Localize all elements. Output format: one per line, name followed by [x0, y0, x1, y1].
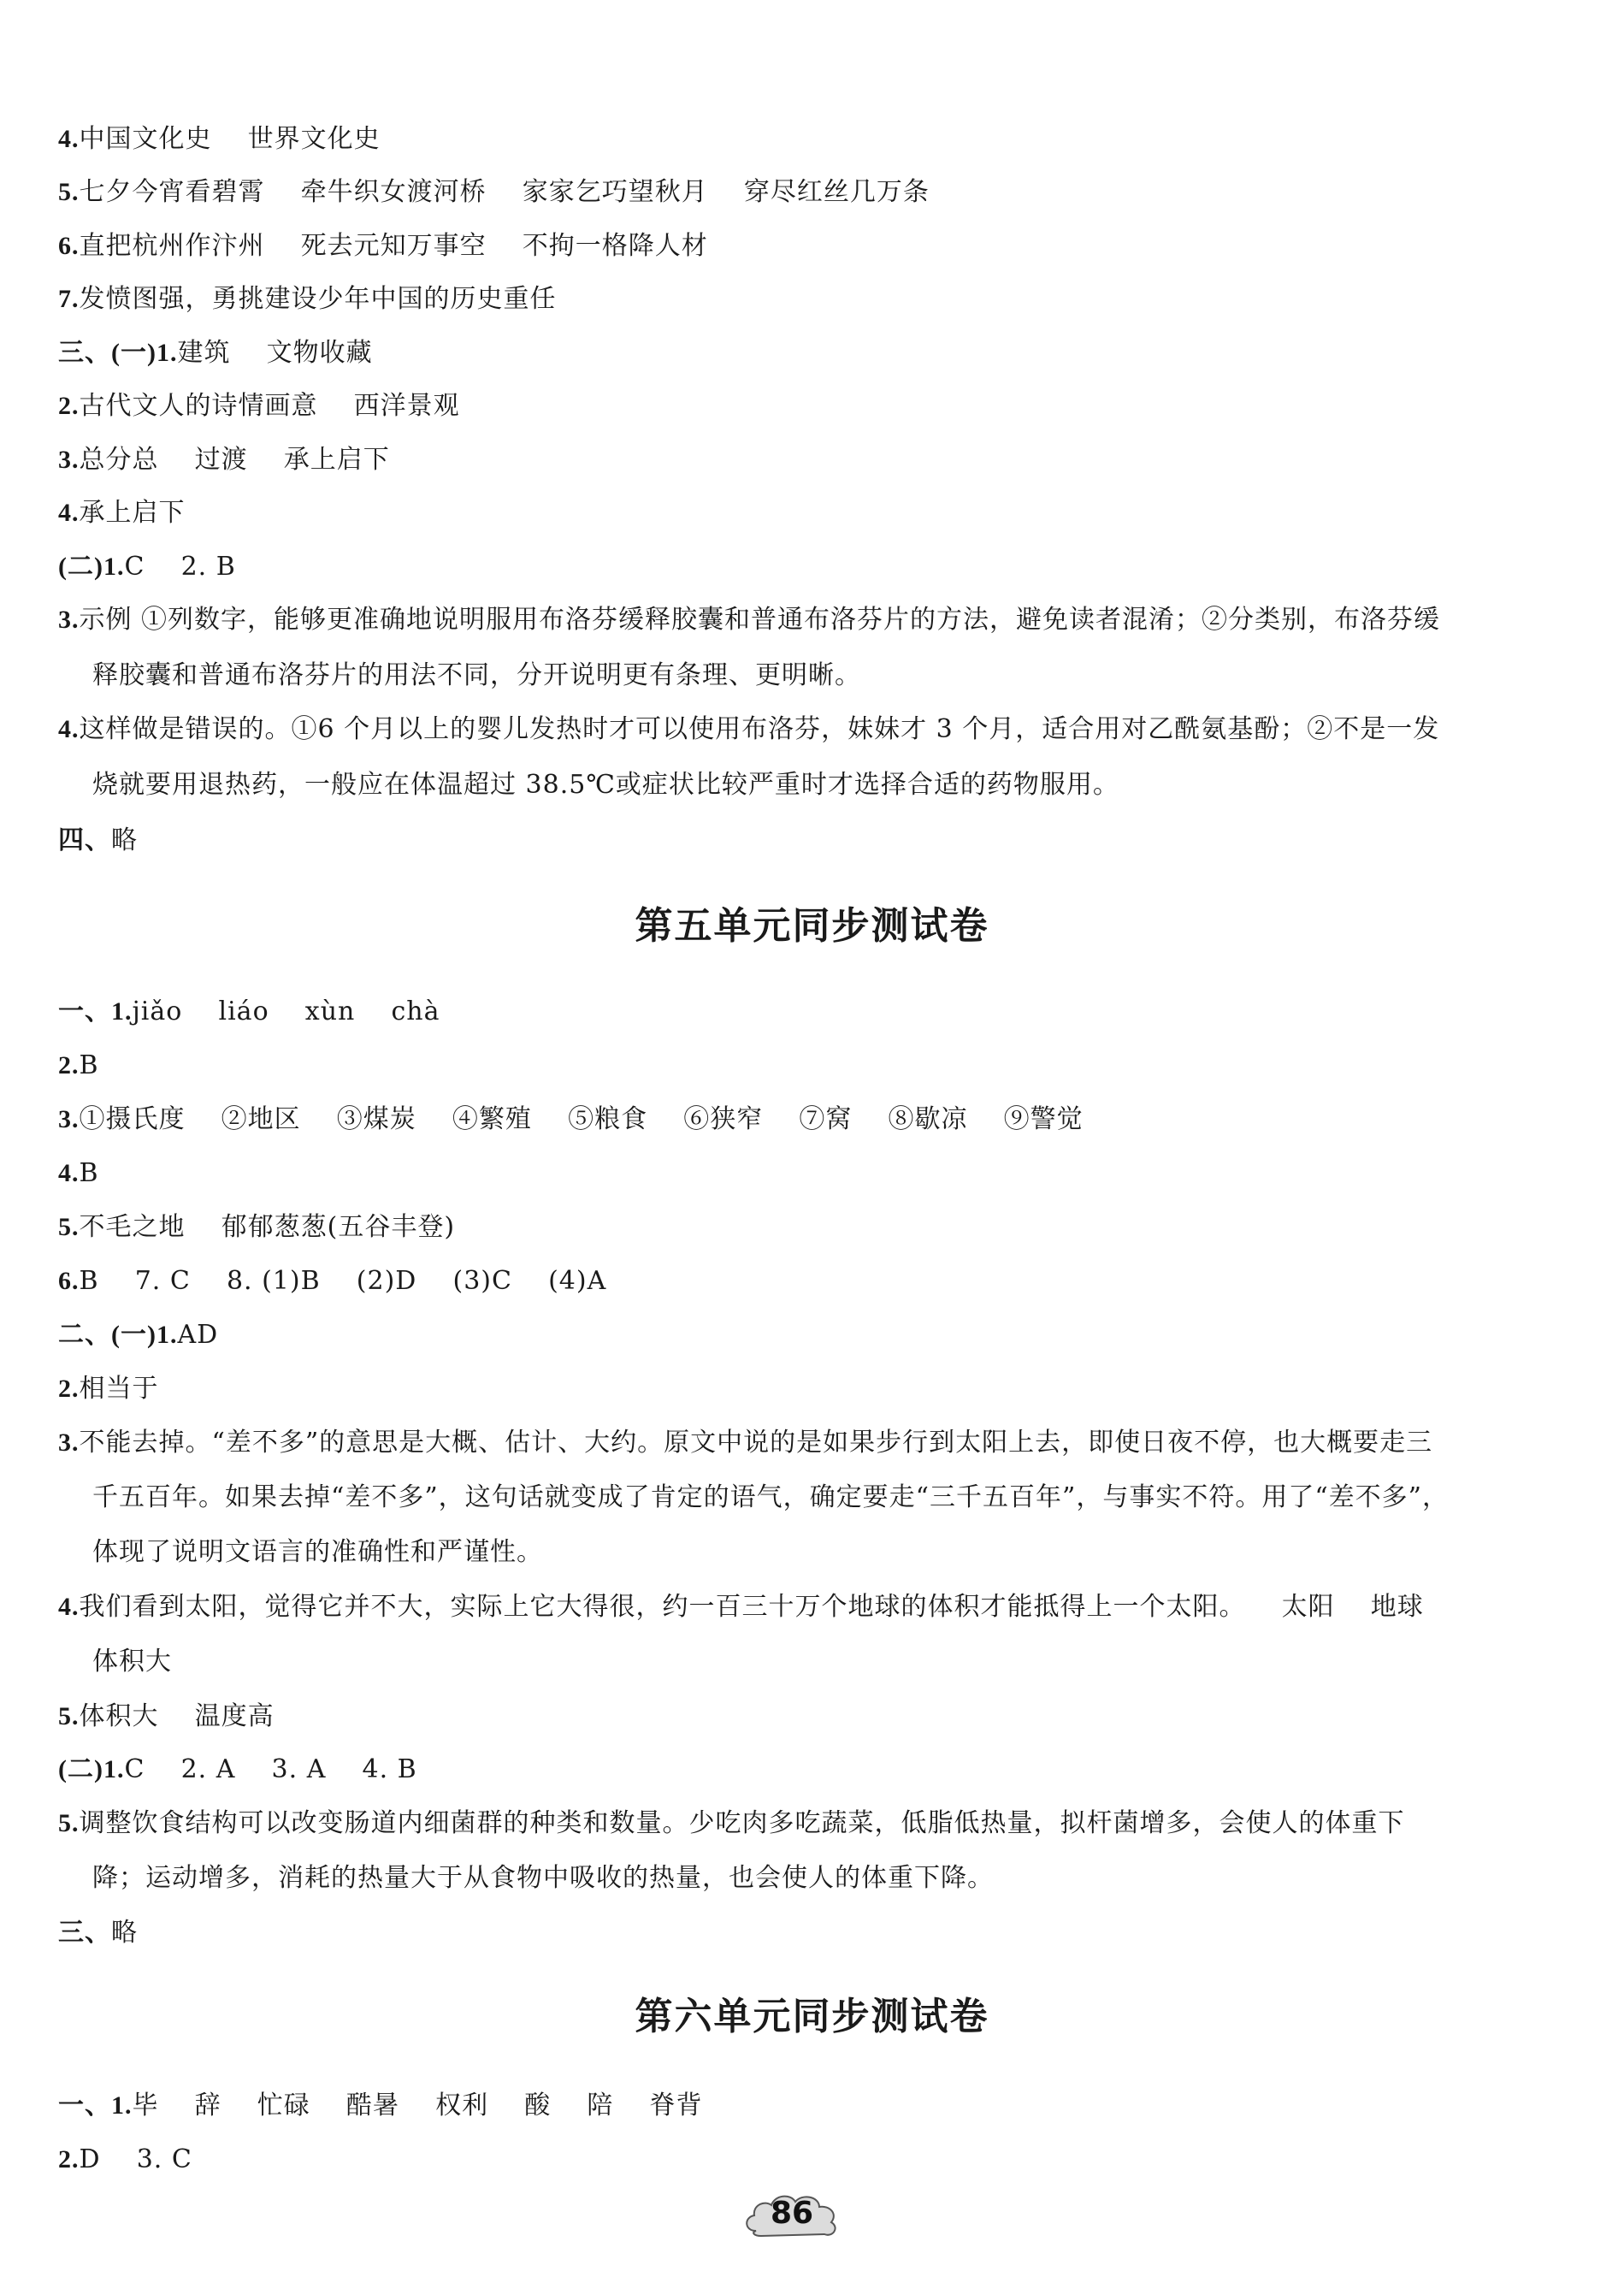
answer-line-continued: 体现了说明文语言的准确性和严谨性。: [92, 1537, 543, 1567]
answer-line: 5.调整饮食结构可以改变肠道内细菌群的种类和数量。少吃肉多吃蔬菜，低脂低热量，拟杆菌增多，会使人的体重下: [58, 1808, 1405, 1838]
answer-line: 三、略: [58, 1918, 138, 1948]
answer-line: 6.直把杭州作汴州 死去元知万事空 不拘一格降人材: [58, 231, 708, 261]
answer-line: 3.总分总 过渡 承上启下: [58, 445, 390, 475]
answer-line: 4.中国文化史 世界文化史: [58, 124, 381, 154]
answer-line: 三、(一)1.建筑 文物收藏: [58, 338, 373, 368]
answer-line: 四、略: [58, 825, 138, 855]
answer-line: 4.这样做是错误的。①6 个月以上的婴儿发热时才可以使用布洛芬，妹妹才 3 个月，适合用对乙酰氨基酚；②不是一发: [58, 714, 1440, 744]
answer-line: 2.D 3. C: [58, 2144, 192, 2174]
answer-line: 一、1.jiǎo liáo xùn chà: [58, 997, 440, 1026]
unit6-title: 第六单元同步测试卷: [635, 1995, 989, 2038]
unit5-title: 第五单元同步测试卷: [635, 904, 989, 948]
page-number-badge: [741, 2188, 843, 2243]
answer-line: 2.B: [58, 1050, 99, 1080]
answer-line: 6.B 7. C 8. (1)B (2)D (3)C (4)A: [58, 1266, 607, 1296]
answer-line: 4.B: [58, 1158, 99, 1188]
answer-line: 4.我们看到太阳，觉得它并不大，实际上它大得很，约一百三十万个地球的体积才能抵得上一个太阳。 太阳 地球: [58, 1592, 1424, 1622]
answer-line: 2.相当于: [58, 1374, 159, 1404]
answer-line: 二、(一)1.AD: [58, 1320, 219, 1350]
answer-line-continued: 体积大: [92, 1647, 172, 1677]
answer-line: (二)1.C 2. A 3. A 4. B: [58, 1754, 417, 1784]
answer-line: 5.不毛之地 郁郁葱葱(五谷丰登): [58, 1212, 456, 1242]
answer-line: 3.①摄氏度 ②地区 ③煤炭 ④繁殖 ⑤粮食 ⑥狭窄 ⑦窝 ⑧歇凉 ⑨警觉: [58, 1104, 1084, 1134]
answer-line: 3.示例 ①列数字，能够更准确地说明服用布洛芬缓释胶囊和普通布洛芬片的方法，避免读者混淆；②分类别，布洛芬缓: [58, 605, 1441, 635]
page-number: 86: [770, 2196, 814, 2231]
answer-line-continued: 降；运动增多，消耗的热量大于从食物中吸收的热量，也会使人的体重下降。: [92, 1863, 994, 1893]
answer-line: 3.不能去掉。“差不多”的意思是大概、估计、大约。原文中说的是如果步行到太阳上去，即使日夜不停，也大概要走三: [58, 1428, 1433, 1458]
answer-line-continued: 烧就要用退热药，一般应在体温超过 38.5℃或症状比较严重时才选择合适的药物服用。: [92, 770, 1119, 800]
answer-line: 2.古代文人的诗情画意 西洋景观: [58, 391, 460, 421]
answer-line-continued: 千五百年。如果去掉“差不多”，这句话就变成了肯定的语气，确定要走“三千五百年”，与事实不符。用了“差不多”，: [92, 1482, 1450, 1512]
answer-line: 一、1.毕 辞 忙碌 酷暑 权利 酸 陪 脊背: [58, 2091, 703, 2120]
answer-line: (二)1.C 2. B: [58, 552, 236, 582]
answer-line-continued: 释胶囊和普通布洛芬片的用法不同，分开说明更有条理、更明晰。: [92, 660, 861, 690]
answer-line: 5.体积大 温度高: [58, 1701, 275, 1731]
answer-line: 5.七夕今宵看碧霄 牵牛织女渡河桥 家家乞巧望秋月 穿尽红丝几万条: [58, 177, 930, 207]
answer-line: 4.承上启下: [58, 498, 186, 528]
answer-line: 7.发愤图强，勇挑建设少年中国的历史重任: [58, 284, 557, 314]
